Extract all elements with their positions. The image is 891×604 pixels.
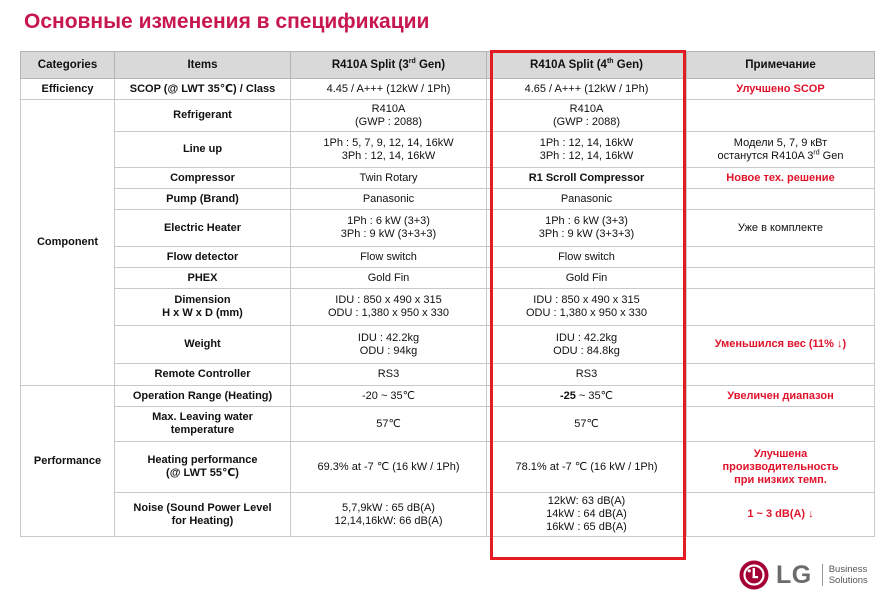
gen3-value: Gold Fin (291, 268, 487, 289)
gen4-value: RS3 (487, 364, 687, 386)
note-value: Улучшена производительность при низких темп. (687, 442, 875, 493)
note-value (687, 407, 875, 442)
table-row (21, 289, 875, 326)
note-value: Новое тех. решение (687, 168, 875, 189)
table-row (21, 493, 875, 537)
item-label: SCOP (@ LWT 35℃) / Class (115, 79, 291, 100)
gen4-value: -25 ~ 35℃ (487, 386, 687, 407)
gen3-value: Flow switch (291, 247, 487, 268)
lg-brand-text: LG (776, 560, 812, 589)
gen4-value: 4.65 / A+++ (12kW / 1Ph) (487, 79, 687, 100)
note-value: Улучшено SCOP (687, 79, 875, 100)
table-row (21, 386, 875, 407)
item-label: Max. Leaving water temperature (115, 407, 291, 442)
lg-face-icon (739, 560, 769, 590)
item-label: Weight (115, 326, 291, 364)
table-row (21, 268, 875, 289)
business-solutions-text: Business Solutions (822, 564, 868, 586)
item-label: Dimension H x W x D (mm) (115, 289, 291, 326)
gen3-value: -20 ~ 35℃ (291, 386, 487, 407)
gen3-value: 1Ph : 5, 7, 9, 12, 14, 16kW 3Ph : 12, 14, 16kW (291, 132, 487, 168)
note-value (687, 268, 875, 289)
item-label: Heating performance (@ LWT 55℃) (115, 442, 291, 493)
item-label: PHEX (115, 268, 291, 289)
gen4-value: R410A (GWP : 2088) (487, 100, 687, 132)
gen4-value: 1Ph : 12, 14, 16kW 3Ph : 12, 14, 16kW (487, 132, 687, 168)
category-performance: Performance (21, 386, 115, 537)
gen3-value: IDU : 42.2kg ODU : 94kg (291, 326, 487, 364)
gen4-value: R1 Scroll Compressor (487, 168, 687, 189)
header-row (21, 52, 875, 79)
note-value: Увеличен диапазон (687, 386, 875, 407)
gen4-value: 12kW: 63 dB(A) 14kW : 64 dB(A) 16kW : 65 dB(A) (487, 493, 687, 537)
spec-comparison-table (20, 51, 875, 537)
category-component: Component (21, 100, 115, 386)
category-efficiency: Efficiency (21, 79, 115, 100)
item-label: Refrigerant (115, 100, 291, 132)
gen3-value: 5,7,9kW : 65 dB(A) 12,14,16kW: 66 dB(A) (291, 493, 487, 537)
gen4-value: Flow switch (487, 247, 687, 268)
note-value: Уже в комплекте (687, 210, 875, 247)
gen3-value: 69.3% at -7 ℃ (16 kW / 1Ph) (291, 442, 487, 493)
table-row (21, 407, 875, 442)
note-value (687, 247, 875, 268)
gen3-value: Panasonic (291, 189, 487, 210)
header-items: Items (115, 52, 291, 79)
table-row (21, 189, 875, 210)
item-label: Remote Controller (115, 364, 291, 386)
header-gen4: R410A Split (4th Gen) (487, 52, 687, 79)
table-row (21, 168, 875, 189)
gen4-value: 1Ph : 6 kW (3+3) 3Ph : 9 kW (3+3+3) (487, 210, 687, 247)
gen3-value: 57℃ (291, 407, 487, 442)
header-note: Примечание (687, 52, 875, 79)
page-title: Основные изменения в спецификации (24, 10, 430, 33)
lg-business-solutions-logo (739, 558, 868, 592)
table-row (21, 210, 875, 247)
gen4-value: IDU : 42.2kg ODU : 84.8kg (487, 326, 687, 364)
item-label: Electric Heater (115, 210, 291, 247)
header-gen3: R410A Split (3rd Gen) (291, 52, 487, 79)
item-label: Line up (115, 132, 291, 168)
item-label: Compressor (115, 168, 291, 189)
gen4-value: IDU : 850 x 490 x 315 ODU : 1,380 x 950 x 330 (487, 289, 687, 326)
note-value (687, 289, 875, 326)
gen3-value: IDU : 850 x 490 x 315 ODU : 1,380 x 950 x 330 (291, 289, 487, 326)
gen3-value: 1Ph : 6 kW (3+3) 3Ph : 9 kW (3+3+3) (291, 210, 487, 247)
table-row (21, 364, 875, 386)
table-row (21, 100, 875, 132)
note-value: 1 ~ 3 dB(A) ↓ (687, 493, 875, 537)
gen3-value: 4.45 / A+++ (12kW / 1Ph) (291, 79, 487, 100)
note-value: Уменьшился вес (11% ↓) (687, 326, 875, 364)
item-label: Noise (Sound Power Level for Heating) (115, 493, 291, 537)
table-row (21, 247, 875, 268)
gen3-value: Twin Rotary (291, 168, 487, 189)
item-label: Flow detector (115, 247, 291, 268)
table-row (21, 442, 875, 493)
note-value (687, 100, 875, 132)
gen4-value: Panasonic (487, 189, 687, 210)
note-value (687, 364, 875, 386)
table-row (21, 132, 875, 168)
item-label: Operation Range (Heating) (115, 386, 291, 407)
table-row (21, 79, 875, 100)
header-categories: Categories (21, 52, 115, 79)
table-row (21, 326, 875, 364)
gen3-value: R410A (GWP : 2088) (291, 100, 487, 132)
note-value: Модели 5, 7, 9 кВт останутся R410A 3rd Gen (687, 132, 875, 168)
item-label: Pump (Brand) (115, 189, 291, 210)
gen3-value: RS3 (291, 364, 487, 386)
gen4-value: 78.1% at -7 ℃ (16 kW / 1Ph) (487, 442, 687, 493)
note-value (687, 189, 875, 210)
gen4-value: Gold Fin (487, 268, 687, 289)
gen4-value: 57℃ (487, 407, 687, 442)
